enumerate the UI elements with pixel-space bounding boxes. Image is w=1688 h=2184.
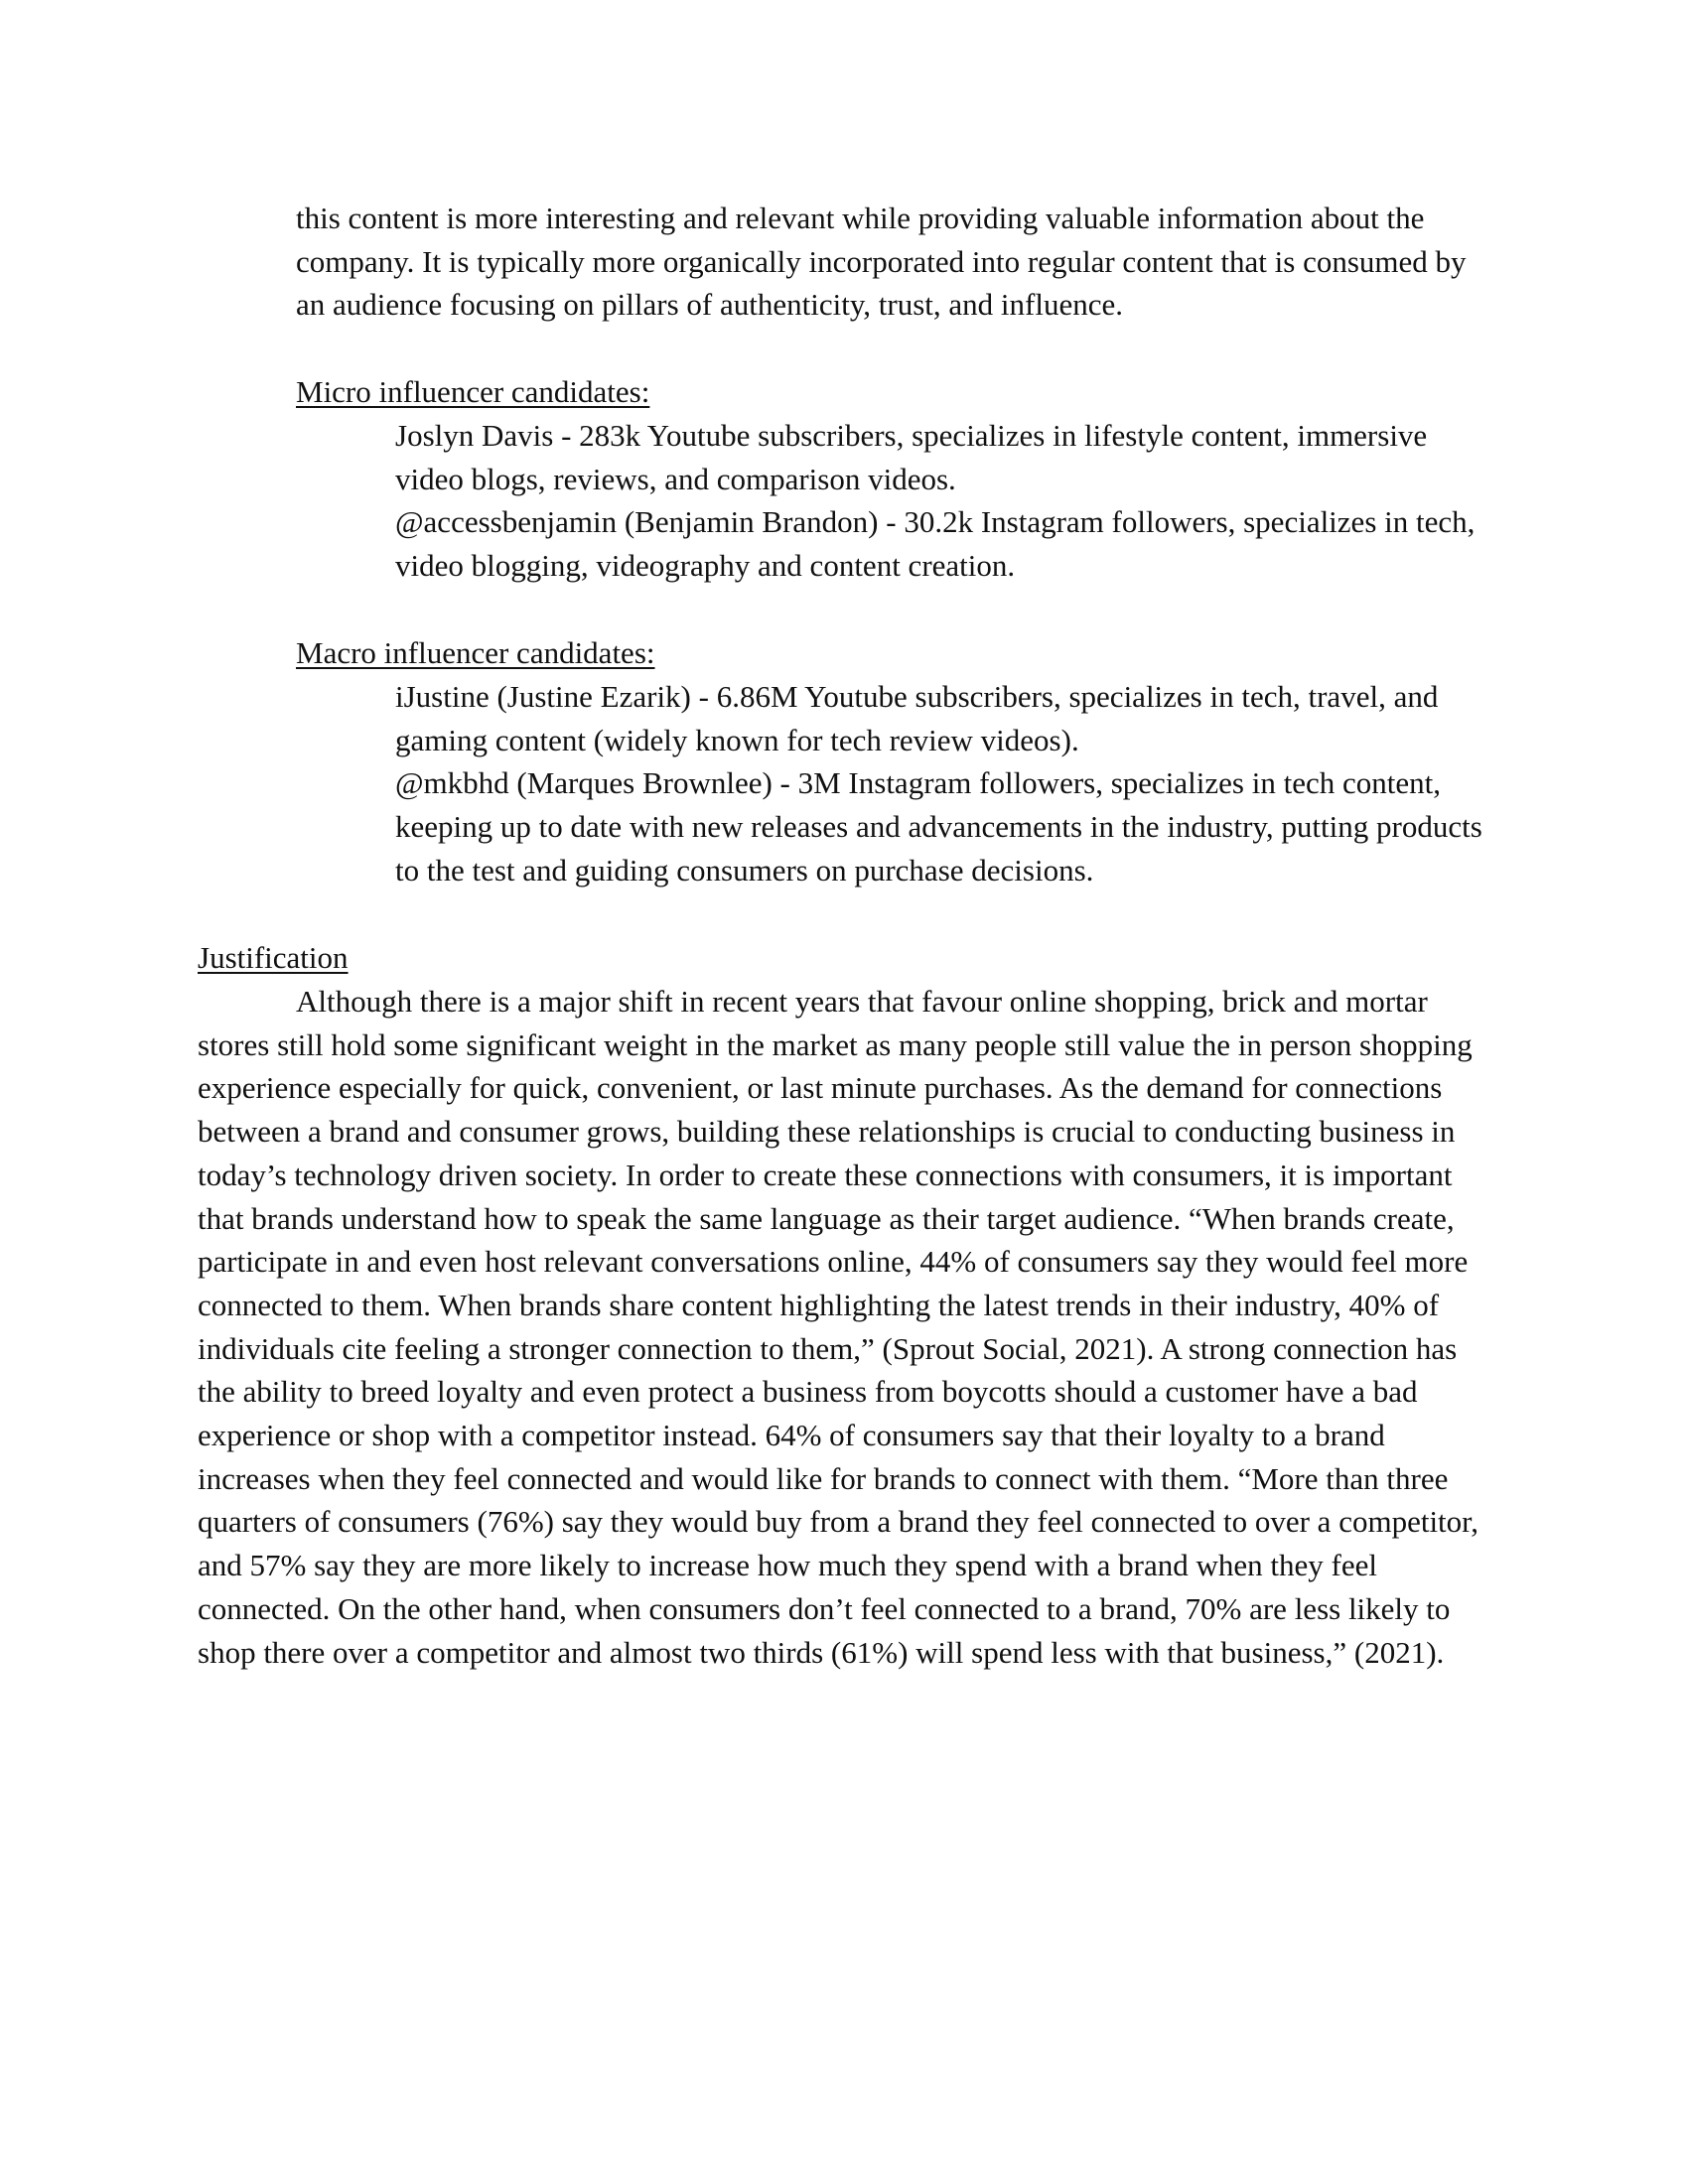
- justification-paragraph: Although there is a major shift in recent years that favour online shopping, brick and mortar stores still hold some significant weight in the market as many people still value the in person shopping experience especially for quick, convenient, or last minute purchases. As the demand for connections between a brand and consumer grows, building these relationships is crucial to conducting business in today’s technology driven society. In order to create these connections with consumers, it is important that brands understand how to speak the same language as their target audience. “When brands create, participate in and even host relevant conversations online, 44% of consumers say they would feel more connected to them. When brands share content highlighting the latest trends in their industry, 40% of individuals cite feeling a stronger connection to them,” (Sprout Social, 2021). A strong connection has the ability to breed loyalty and even protect a business from boycotts should a customer have a bad experience or shop with a competitor instead. 64% of consumers say that their loyalty to a brand increases when they feel connected and would like for brands to connect with them. “More than three quarters of consumers (76%) say they would buy from a brand they feel connected to over a competitor, and 57% say they are more likely to increase how much they spend with a brand when they feel connected. On the other hand, when consumers don’t feel connected to a brand, 70% are less likely to shop there over a competitor and almost two thirds (61%) will spend less with that business,” (2021).: [198, 984, 1478, 1670]
- intro-paragraph: this content is more interesting and relevant while providing valuable information about the company. It is typically more organically incorporated into regular content that is consumed by an audience focusing on pillars of authenticity, trust, and influence.: [296, 201, 1467, 323]
- macro-influencer-heading: Macro influencer candidates:: [296, 635, 655, 670]
- justification-heading: Justification: [198, 940, 349, 975]
- micro-influencer-heading: Micro influencer candidates:: [296, 374, 650, 409]
- micro-influencer-list: [395, 414, 1497, 588]
- macro-influencer-list: [395, 675, 1497, 892]
- intro-section: [296, 197, 1487, 327]
- justification-section: [198, 980, 1498, 1674]
- micro-candidate-accessbenjamin: @accessbenjamin (Benjamin Brandon) - 30.2k Instagram followers, specializes in tech, video blogging, videography and content creation.: [395, 504, 1476, 584]
- macro-candidate-ijustine: iJustine (Justine Ezarik) - 6.86M Youtube subscribers, specializes in tech, travel, and gaming content (widely known for tech review videos).: [395, 679, 1439, 757]
- micro-candidate-joslyn-davis: Joslyn Davis - 283k Youtube subscribers, specializes in lifestyle content, immersive video blogs, reviews, and comparison videos.: [395, 418, 1428, 496]
- macro-candidate-mkbhd: @mkbhd (Marques Brownlee) - 3M Instagram followers, specializes in tech content, keeping up to date with new releases and advancements in the industry, putting products to the test and guiding consumers on purchase decisions.: [395, 765, 1482, 887]
